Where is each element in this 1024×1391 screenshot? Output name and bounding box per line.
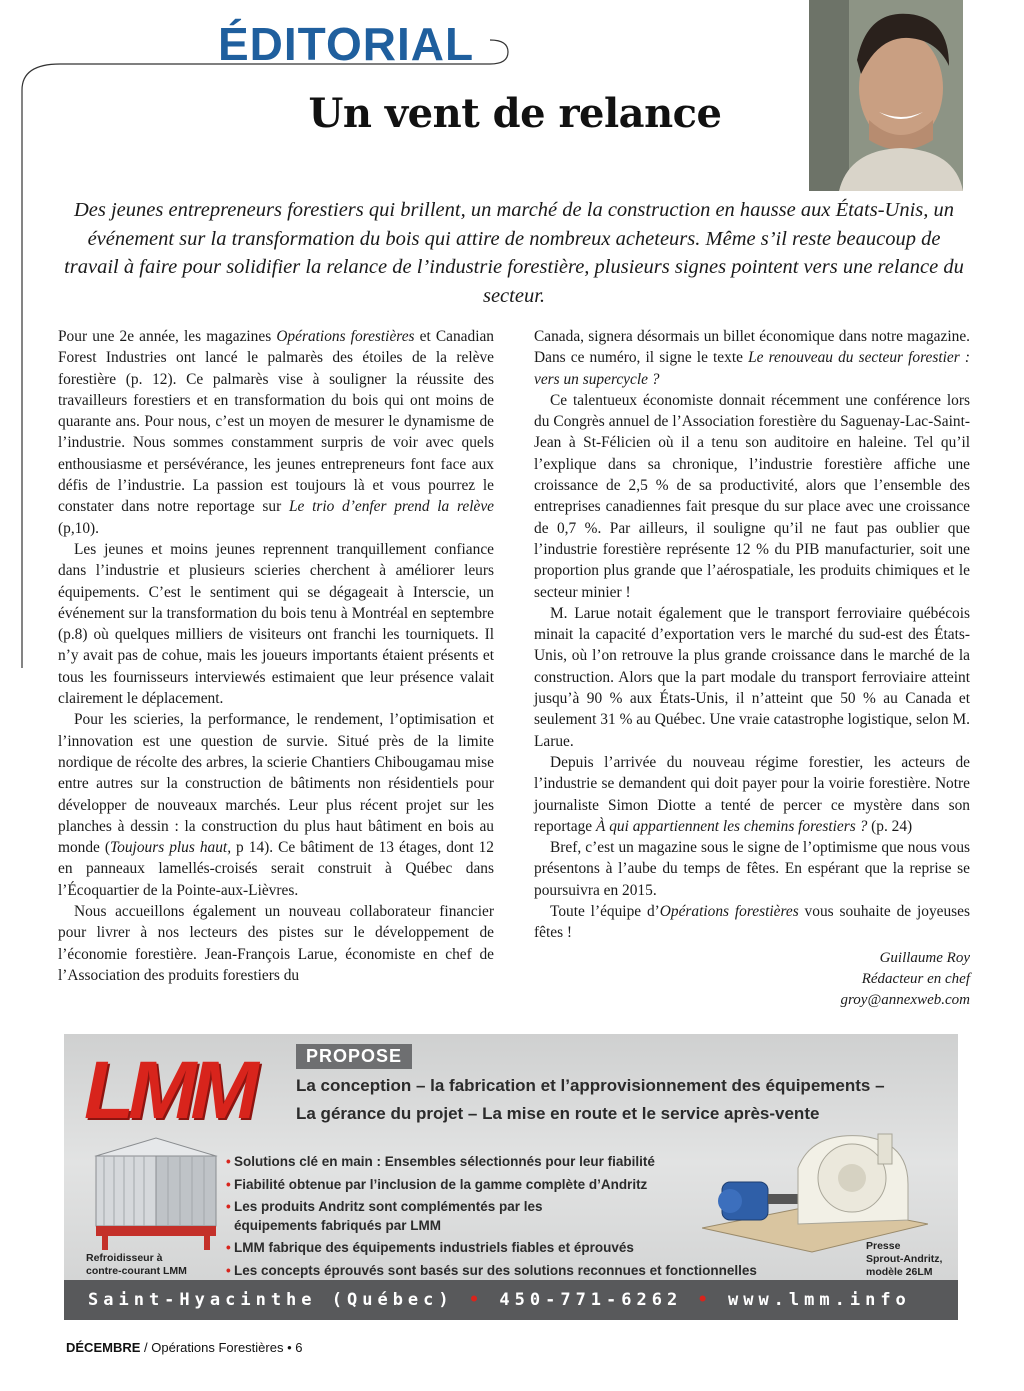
ad-contact-bar <box>64 1280 958 1320</box>
bullet-icon: • <box>226 1176 231 1192</box>
article-column-1 <box>58 326 494 986</box>
bullet-icon: • <box>226 1262 231 1278</box>
caption-line: Presse <box>866 1240 901 1252</box>
caption-line: Refroidisseur à <box>86 1252 163 1264</box>
text-run: Pour une 2e année, les magazines <box>58 328 277 345</box>
separator-dot-icon: • <box>697 1290 713 1310</box>
caption-line: Sprout-Andritz, <box>866 1253 943 1265</box>
text-run: (p. 24) <box>867 817 913 835</box>
footer-month: DÉCEMBRE <box>66 1340 141 1355</box>
author-email: groy@annexweb.com <box>840 992 970 1009</box>
ad-caption-right <box>866 1240 942 1279</box>
ad-tagline-1: La conception – la fabrication et l’approvisionnement des équipements – <box>296 1076 885 1095</box>
caption-line: contre-courant LMM <box>86 1265 187 1277</box>
article-column-2 <box>534 326 970 1012</box>
section-label: ÉDITORIAL <box>218 18 475 70</box>
bullet-text: Les concepts éprouvés sont basés sur des solutions reconnues et fonctionnelles <box>234 1262 757 1278</box>
emphasis: Le trio d’enfer prend la relève <box>288 498 494 516</box>
author-name: Guillaume Roy <box>879 949 970 966</box>
text-run: et Canadian Forest Industries ont lancé le palmarès des étoiles de la relève forestière (p. 12). Ce palmarès vise à souligner la réussite des travailleurs forestiers et en transformation du bois qui ont moins de quarante ans. Pour nous, c’est un moyen de mesurer le dynamisme de l’industrie. Nous sommes constamment surpris de voir avec quels enthousiasme et persévérance, les jeunes entrepreneurs font face aux défis de l’industrie. La passion est toujours là et vous pourrez le constater dans notre reportage sur <box>58 328 494 516</box>
ad-logo: LMM <box>84 1045 253 1136</box>
list-item <box>226 1260 757 1283</box>
text-run: Depuis l’arrivée du nouveau régime forestier, les acteurs de l’industrie se demandent qui doit payer pour la voirie forestière. Notre journaliste Simon Diotte a tenté de percer ce mystère dans son reportage <box>534 753 970 835</box>
ad-phone[interactable]: 450-771-6262 <box>499 1290 683 1310</box>
bullet-text: équipements fabriqués par LMM <box>234 1217 442 1233</box>
bullet-icon: • <box>226 1154 231 1169</box>
text-run: Toute l’équipe d’ <box>550 903 660 921</box>
list-item <box>226 1174 757 1197</box>
author-photo <box>809 0 963 191</box>
bullet-icon: • <box>226 1199 231 1214</box>
emphasis: Opérations forestières <box>276 328 415 345</box>
lede: Des jeunes entrepreneurs forestiers qui brillent, un marché de la construction en hausse aux États-Unis, un événement sur la transformation du bois qui attire de nombreux acheteurs. Même s’il reste beaucoup de travail à faire pour solidifier la relance de l’industrie forestière, plusieurs signes pointent vers une relance du secteur. <box>64 199 964 307</box>
emphasis: À qui appartiennent les chemins forestiers ? <box>595 817 868 835</box>
separator-dot-icon: • <box>468 1290 485 1310</box>
bullet-text: LMM fabrique des équipements industriels fiables et éprouvés <box>234 1240 634 1255</box>
paragraph: Bref, c’est un magazine sous le signe de l’optimisme que nous vous présentons à l’aube du temps de fêtes. En espérant que la reprise se poursuivra en 2015. <box>534 839 970 899</box>
paragraph <box>58 326 494 539</box>
ad-website-link[interactable]: www.lmm.info <box>727 1290 911 1310</box>
emphasis: Opérations forestières <box>659 903 799 921</box>
bullet-icon: • <box>226 1240 231 1255</box>
paragraph <box>58 709 494 901</box>
ad-caption-left <box>86 1252 187 1278</box>
ad-city: Saint-Hyacinthe (Québec) <box>88 1290 454 1310</box>
paragraph: Nous accueillons également un nouveau collaborateur financier pour livrer à nos lecteurs des pistes sur le développement de l’économie forestière. Jean-François Larue, économiste en chef de l’Association des produits forestiers du <box>58 903 494 984</box>
page-footer <box>66 1340 302 1355</box>
page-title: Un vent de relance <box>308 90 722 137</box>
paragraph <box>534 752 970 837</box>
bullet-text: Les produits Andritz sont complémentés par les <box>234 1199 543 1214</box>
paragraph <box>534 326 970 390</box>
bullet-text: Fiabilité obtenue par l’inclusion de la gamme complète d’Andritz <box>234 1176 648 1192</box>
list-item <box>226 1237 757 1260</box>
signature <box>534 948 970 1012</box>
cooler-machine-image <box>88 1134 224 1252</box>
ad-bullet-list <box>226 1151 757 1282</box>
text-run: vous souhaite de joyeuses fêtes ! <box>534 903 970 942</box>
paragraph: Les jeunes et moins jeunes reprennent tranquillement confiance dans l’industrie et plusieurs scieries cherchent à améliorer leurs équipements. C’est le sentiment qui se dégageait à Interscie, un événement sur la transformation du bois tenu à Montréal en septembre (p.8) où quelques milliers de visiteurs ont franchi les tourniquets. Il n’y avait pas de cohue, mais les joueurs importants étaient présents et tous les fournisseurs interviewés estimaient que leur présence valait clairement le déplacement. <box>58 540 494 708</box>
author-portrait-graphic <box>809 0 963 191</box>
text-run: Pour les scieries, la performance, le rendement, l’optimisation et l’innovation est une question de survie. Situé près de la limite nordique de récolte des arbres, la scierie Chantiers Chibougamau mise entre autres sur la construction de bâtiments non résidentiels pour développer de nouveaux marchés. Leur plus récent projet sur les planches à dessin : la construction du plus haut bâtiment en bois au monde ( <box>58 711 494 857</box>
text-run: p 14). Ce bâtiment de 13 étages, dont 12 en panneaux lamellés-croisés serait construit à Québec dans l’Écoquartier de la Pointe-aux-Lièvres. <box>58 839 494 899</box>
footer-publication: / Opérations Forestières • 6 <box>140 1340 303 1355</box>
press-machine-image <box>702 1128 928 1256</box>
author-title: Rédacteur en chef <box>861 970 970 987</box>
text-run: (p,10). <box>58 519 100 537</box>
bullet-text: Solutions clé en main : Ensembles sélectionnés pour leur fiabilité <box>234 1154 655 1169</box>
paragraph: M. Larue notait également que le transport ferroviaire québécois minait la capacité d’exportation vers le marché du sud-est des États-Unis, où l’on retrouve la plus grande croissance dans le marché de la construction. Alors que la part modale du transport ferroviaire atteint jusqu’à 90 % aux États-Unis, il n’atteint que 50 % au Canada et seulement 31 % au Québec. Une vraie catastrophe logistique, selon M. Larue. <box>534 604 970 750</box>
ad-propose-label: PROPOSE <box>296 1044 412 1069</box>
caption-line: modèle 26LM <box>866 1266 933 1278</box>
emphasis: Le renouveau du secteur forestier : vers un supercycle ? <box>534 349 970 388</box>
text-run: Canada, signera désormais un billet économique dans notre magazine. Dans ce numéro, il signe le texte <box>534 328 970 367</box>
ad-tagline-2: La gérance du projet – La mise en route et le service après-vente <box>296 1104 820 1123</box>
advertisement[interactable] <box>64 1034 958 1320</box>
list-item <box>226 1215 757 1238</box>
paragraph: Ce talentueux économiste donnait récemment une conférence lors du Congrès annuel de l’Association forestière du Saguenay-Lac-Saint-Jean à St-Félicien où il a tenu son auditoire en haleine. Tel qu’il l’explique dans sa chronique, l’industrie forestière affiche une croissance de 2,5 % de sa productivité, alors que l’ensemble des entreprises canadiennes fait presque du sur place avec une croissance de 0,7 %. Par ailleurs, il souligne qu’il ne faut pas oublier que l’industrie forestière représente 12 % du PIB manufacturier, soit une proportion plus grande que l’aérospatiale, les produits chimiques et le secteur minier ! <box>534 391 970 601</box>
paragraph <box>534 901 970 944</box>
emphasis: Toujours plus haut, <box>110 839 232 857</box>
list-item <box>226 1151 757 1174</box>
